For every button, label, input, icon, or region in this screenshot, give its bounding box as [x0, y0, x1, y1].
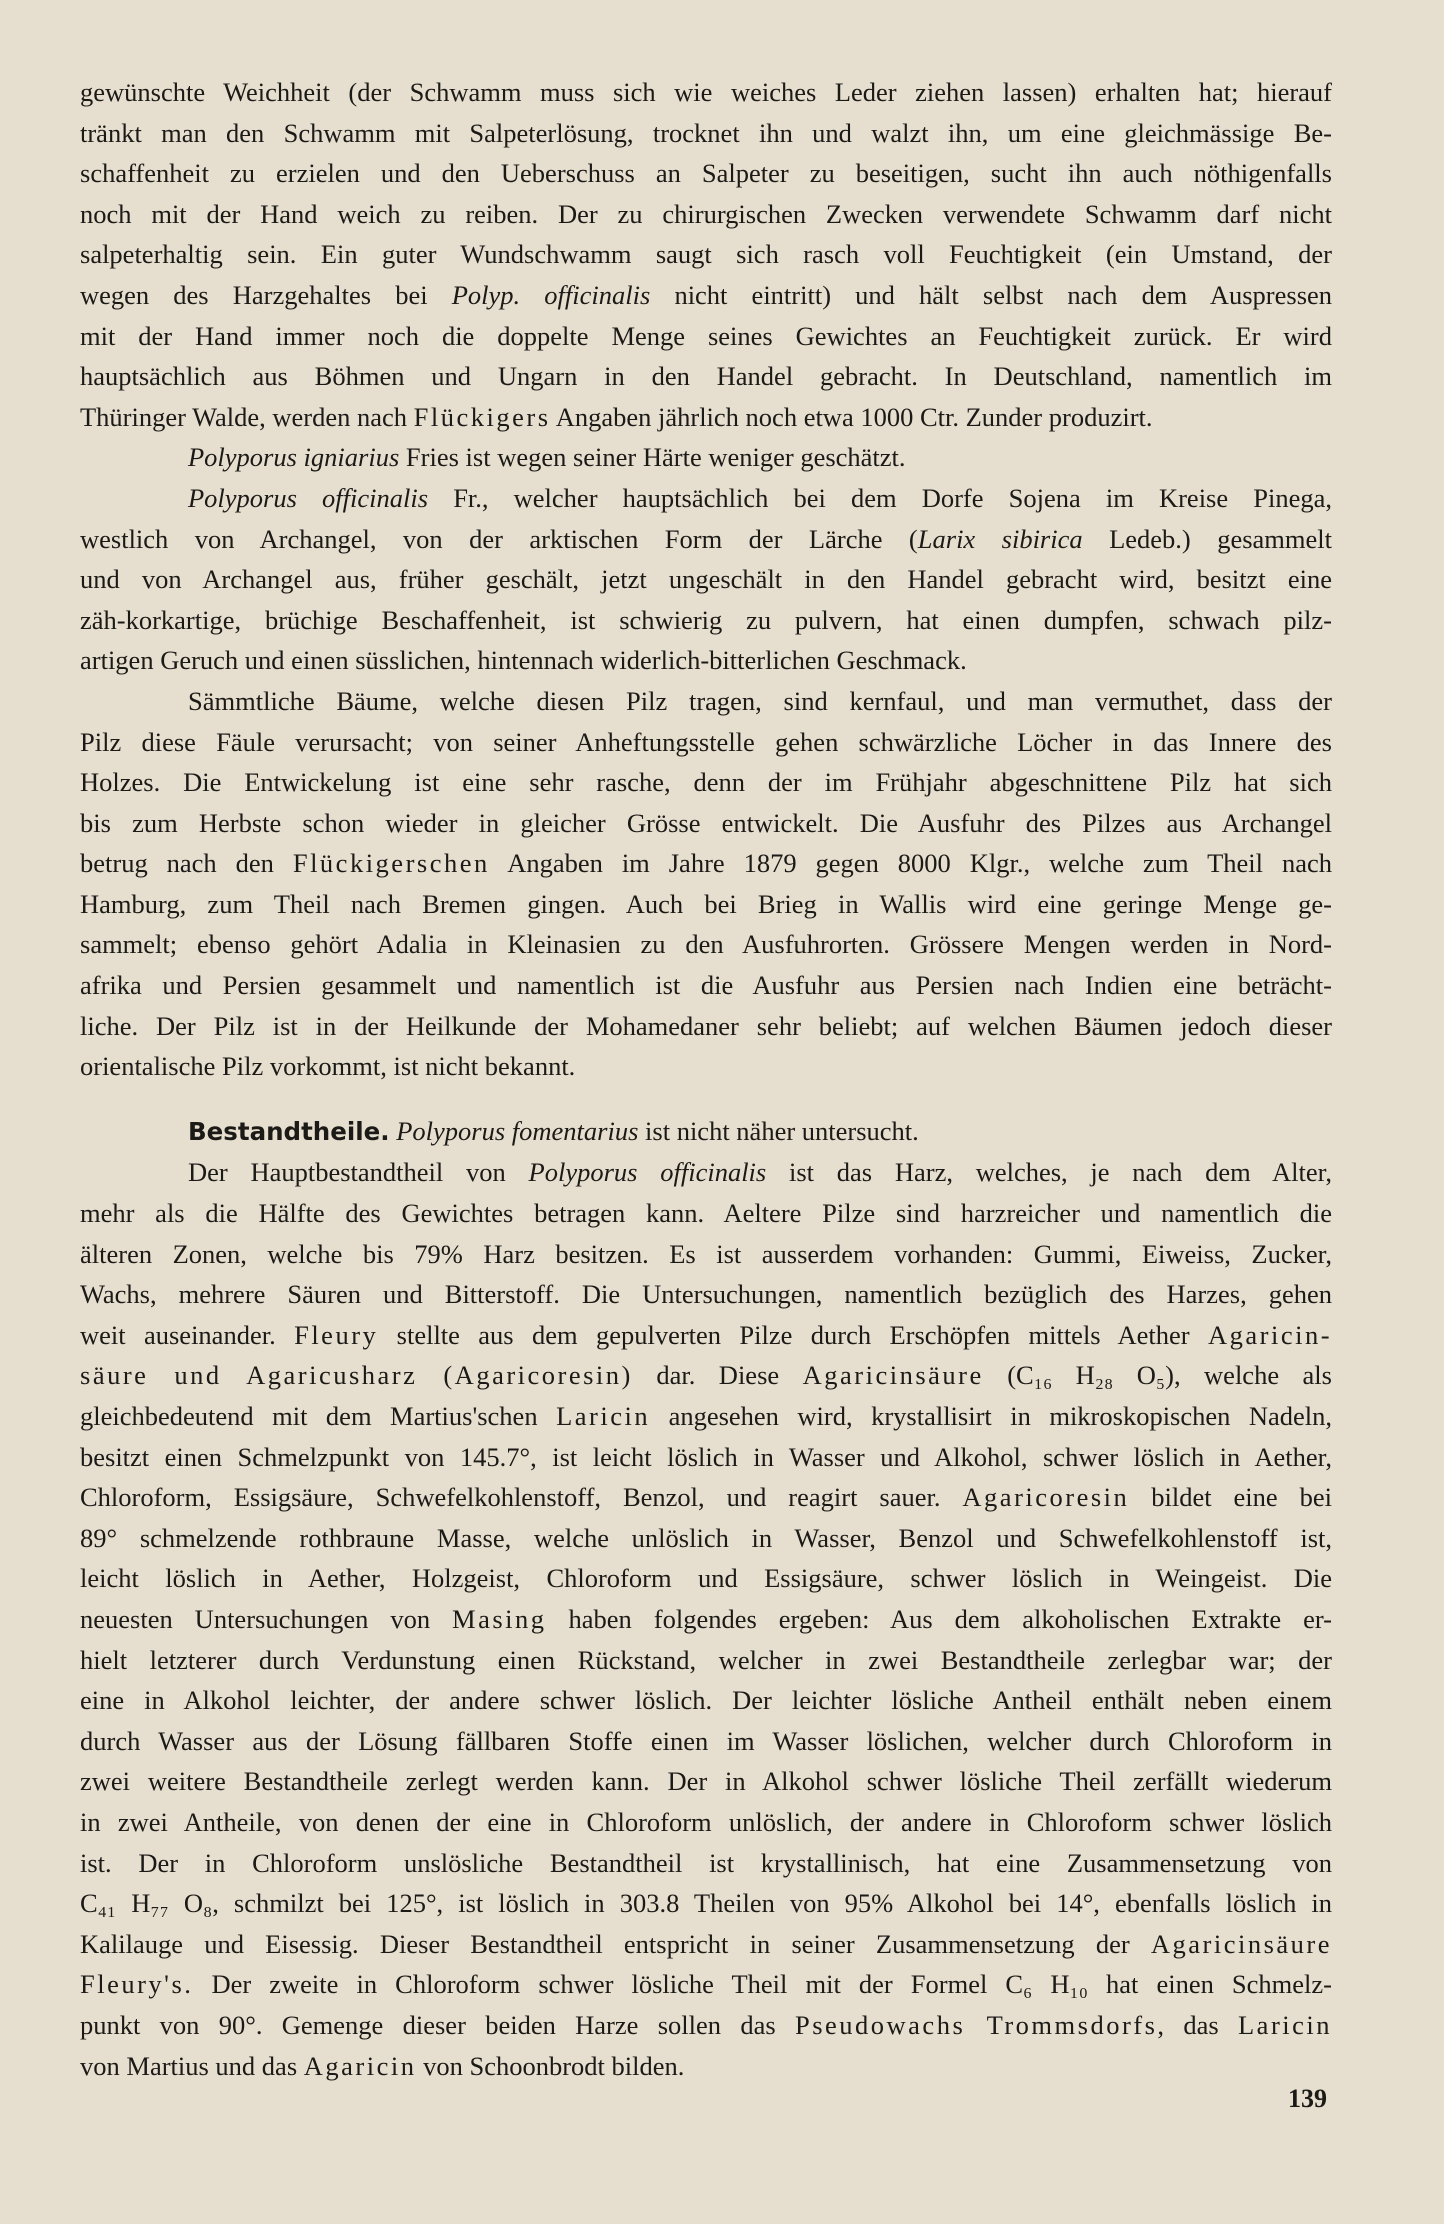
text-line: gewünschte Weichheit (der Schwamm muss sich wie weiches Leder ziehen lassen) erhalten hat; hierauf [80, 77, 1332, 107]
text-line: mehr als die Hälfte des Gewichtes betragen kann. Aeltere Pilze sind harzreicher und namentlich die [80, 1198, 1332, 1229]
text-line: afrika und Persien gesammelt und namentlich ist die Ausfuhr aus Persien nach Indien eine beträcht- [80, 970, 1332, 1001]
italic-species: Larix sibirica [917, 523, 1083, 554]
spaced-name: Laricin [556, 1401, 651, 1431]
text-line: sammelt; ebenso gehört Adalia in Kleinasien zu den Ausfuhrorten. Grössere Mengen werden in Nord- [80, 929, 1332, 960]
text-line: säure und Agaricusharz (Agaricoresin) dar. Diese Agaricinsäure (C₁₆ H₂₈ O₅), welche als [80, 1360, 1332, 1391]
text-line: betrug nach den Flückigerschen Angaben im Jahre 1879 gegen 8000 Klgr., welche zum Theil nach [80, 848, 1332, 879]
text-line: Bestandtheile. Polyporus fomentarius ist nicht näher untersucht. [188, 1115, 919, 1146]
text-line: zwei weitere Bestandtheile zerlegt werden kann. Der in Alkohol schwer lösliche Theil zerfällt wiederum [80, 1766, 1332, 1797]
text-line: eine in Alkohol leichter, der andere schwer löslich. Der leichter lösliche Antheil enthält neben einem [80, 1685, 1332, 1716]
text-line: bis zum Herbste schon wieder in gleicher Grösse entwickelt. Die Ausfuhr des Pilzes aus Archangel [80, 807, 1332, 838]
text-line: tränkt man den Schwamm mit Salpeterlösung, trocknet ihn und walzt ihn, um eine gleichmässige Be- [80, 117, 1332, 148]
italic-species: Polyporus fomentarius [396, 1115, 639, 1146]
text-line: Polyporus igniarius Fries ist wegen seiner Härte weniger geschätzt. [188, 442, 906, 473]
text-line: Kalilauge und Eisessig. Dieser Bestandtheil entspricht in seiner Zusammensetzung der Agaricinsäure [80, 1928, 1333, 1959]
paragraph-officinalis [80, 478, 1332, 681]
spaced-name: Agaricinsäure [1150, 1928, 1333, 1959]
text-line: Pilz diese Fäule verursacht; von seiner Anheftungsstelle gehen schwärzliche Löcher in das Innere des [80, 726, 1332, 757]
italic-species: Polyporus igniarius [188, 442, 400, 473]
text-line: zäh-korkartige, brüchige Beschaffenheit, ist schwierig zu pulvern, hat einen dumpfen, schwach pilz- [80, 604, 1332, 635]
text-line: noch mit der Hand weich zu reiben. Der zu chirurgischen Zwecken verwendete Schwamm darf nicht [80, 198, 1332, 229]
spaced-name: Fleury [294, 1319, 379, 1350]
spaced-name: Laricin [1238, 2009, 1333, 2040]
paragraph-igniarius [80, 437, 1332, 478]
paragraph-baeume [80, 681, 1332, 1087]
text-line: Fleury's. Der zweite in Chloroform schwer lösliche Theil mit der Formel C₆ H₁₀ hat einen Schmelz- [80, 1969, 1333, 2000]
text-line: orientalische Pilz vorkommt, ist nicht bekannt. [80, 1051, 576, 1082]
page-body [80, 72, 1332, 2086]
text-line: in zwei Antheile, von denen der eine in Chloroform unlöslich, der andere in Chloroform schwer löslich [80, 1806, 1332, 1837]
text-line: ist. Der in Chloroform unslösliche Bestandtheil ist krystallinisch, hat eine Zusammensetzung von [80, 1847, 1332, 1878]
text-line: Wachs, mehrere Säuren und Bitterstoff. Die Untersuchungen, namentlich bezüglich des Harzes, gehen [80, 1279, 1332, 1310]
text-line: salpeterhaltig sein. Ein guter Wundschwamm saugt sich rasch voll Feuchtigkeit (ein Umstand, der [80, 239, 1332, 270]
text-line: und von Archangel aus, früher geschält, jetzt ungeschält in den Handel gebracht wird, besitzt eine [80, 564, 1332, 595]
section-gap [80, 1087, 1332, 1111]
text-line: Der Hauptbestandtheil von Polyporus officinalis ist das Harz, welches, je nach dem Alter, [188, 1157, 1332, 1188]
italic-species: Polyporus officinalis [188, 482, 429, 513]
text-line: durch Wasser aus der Lösung fällbaren Stoffe einen im Wasser löslichen, welcher durch Chloroform in [80, 1725, 1332, 1756]
text-line: Chloroform, Essigsäure, Schwefelkohlenstoff, Benzol, und reagirt sauer. Agaricoresin bildet eine bei [80, 1482, 1332, 1513]
spaced-name: Agaricin- [1208, 1319, 1333, 1350]
spaced-name: Pseudowachs Trommsdorfs [794, 2009, 1158, 2040]
text-line: älteren Zonen, welche bis 79% Harz besitzen. Es ist ausserdem vorhanden: Gummi, Eiweiss, Zucker, [80, 1238, 1332, 1269]
spaced-name: säure und Agaricusharz (Agaricoresin) [80, 1360, 633, 1391]
text-line: Thüringer Walde, werden nach Flückigers Angaben jährlich noch etwa 1000 Ctr. Zunder produzirt. [80, 401, 1153, 432]
text-line: Sämmtliche Bäume, welche diesen Pilz tragen, sind kernfaul, und man vermuthet, dass der [188, 685, 1332, 716]
text-line: weit auseinander. Fleury stellte aus dem gepulverten Pilze durch Erschöpfen mittels Aether Agaricin- [80, 1319, 1333, 1350]
text-line: leicht löslich in Aether, Holzgeist, Chloroform und Essigsäure, schwer löslich in Weingeist. Die [80, 1563, 1332, 1594]
text-line: 89° schmelzende rothbraune Masse, welche unlöslich in Wasser, Benzol und Schwefelkohlenstoff ist, [80, 1522, 1332, 1553]
spaced-name: Fleury's. [80, 1969, 194, 2000]
text-line: westlich von Archangel, von der arktischen Form der Lärche (Larix sibirica Ledeb.) gesammelt [80, 523, 1332, 554]
spaced-name: Flückigerschen [292, 848, 490, 879]
spaced-name: Masing [452, 1603, 547, 1634]
text-line: gleichbedeutend mit dem Martius'schen Laricin angesehen wird, krystallisirt in mikroskopischen Nadeln, [80, 1401, 1333, 1431]
text-line: von Martius und das Agaricin von Schoonbrodt bilden. [80, 2050, 685, 2081]
spaced-name: Agaricin [303, 2050, 417, 2081]
text-line: Polyporus officinalis Fr., welcher hauptsächlich bei dem Dorfe Sojena im Kreise Pinega, [188, 482, 1333, 513]
text-line: C₄₁ H₇₇ O₈, schmilzt bei 125°, ist löslich in 303.8 Theilen von 95% Alkohol bei 14°, ebenfalls löslich in [80, 1888, 1332, 1919]
page-number: 139 [1288, 2084, 1327, 2113]
section-heading: Bestandtheile. [188, 1116, 390, 1146]
spaced-name: Flückigers [413, 401, 551, 432]
text-line: besitzt einen Schmelzpunkt von 145.7°, ist leicht löslich in Wasser und Alkohol, schwer löslich in Aether, [80, 1441, 1332, 1472]
spaced-name: Agaricinsäure [802, 1360, 984, 1391]
text-line: schaffenheit zu erzielen und den Ueberschuss an Salpeter zu beseitigen, sucht ihn auch nöthigenfalls [80, 158, 1332, 189]
text-line: wegen des Harzgehaltes bei Polyp. officinalis nicht eintritt) und hält selbst nach dem Auspressen [80, 279, 1333, 310]
text-line: hauptsächlich aus Böhmen und Ungarn in den Handel gebracht. In Deutschland, namentlich im [80, 361, 1332, 392]
text-line: liche. Der Pilz ist in der Heilkunde der Mohamedaner sehr beliebt; auf welchen Bäumen jedoch dieser [80, 1010, 1332, 1041]
text-line: artigen Geruch und einen süsslichen, hintennach widerlich-bitterlichen Geschmack. [80, 645, 967, 676]
paragraph-zunder [80, 72, 1332, 437]
italic-species: Polyp. officinalis [451, 279, 651, 310]
section-bestandtheile [80, 1111, 1332, 2086]
text-line: mit der Hand immer noch die doppelte Menge seines Gewichtes an Feuchtigkeit zurück. Er wird [80, 320, 1332, 351]
spaced-name: Agaricoresin [962, 1482, 1130, 1513]
italic-species: Polyporus officinalis [528, 1157, 767, 1188]
text-line: Holzes. Die Entwickelung ist eine sehr rasche, denn der im Frühjahr abgeschnittene Pilz hat sich [80, 767, 1332, 798]
text-line: neuesten Untersuchungen von Masing haben folgendes ergeben: Aus dem alkoholischen Extrakte er- [80, 1603, 1333, 1634]
text-line: punkt von 90°. Gemenge dieser beiden Harze sollen das Pseudowachs Trommsdorfs, das Laricin [80, 2009, 1333, 2040]
text-line: Hamburg, zum Theil nach Bremen gingen. Auch bei Brieg in Wallis wird eine geringe Menge ge- [80, 888, 1332, 919]
text-line: hielt letzterer durch Verdunstung einen Rückstand, welcher in zwei Bestandtheile zerlegbar war; der [80, 1644, 1332, 1675]
